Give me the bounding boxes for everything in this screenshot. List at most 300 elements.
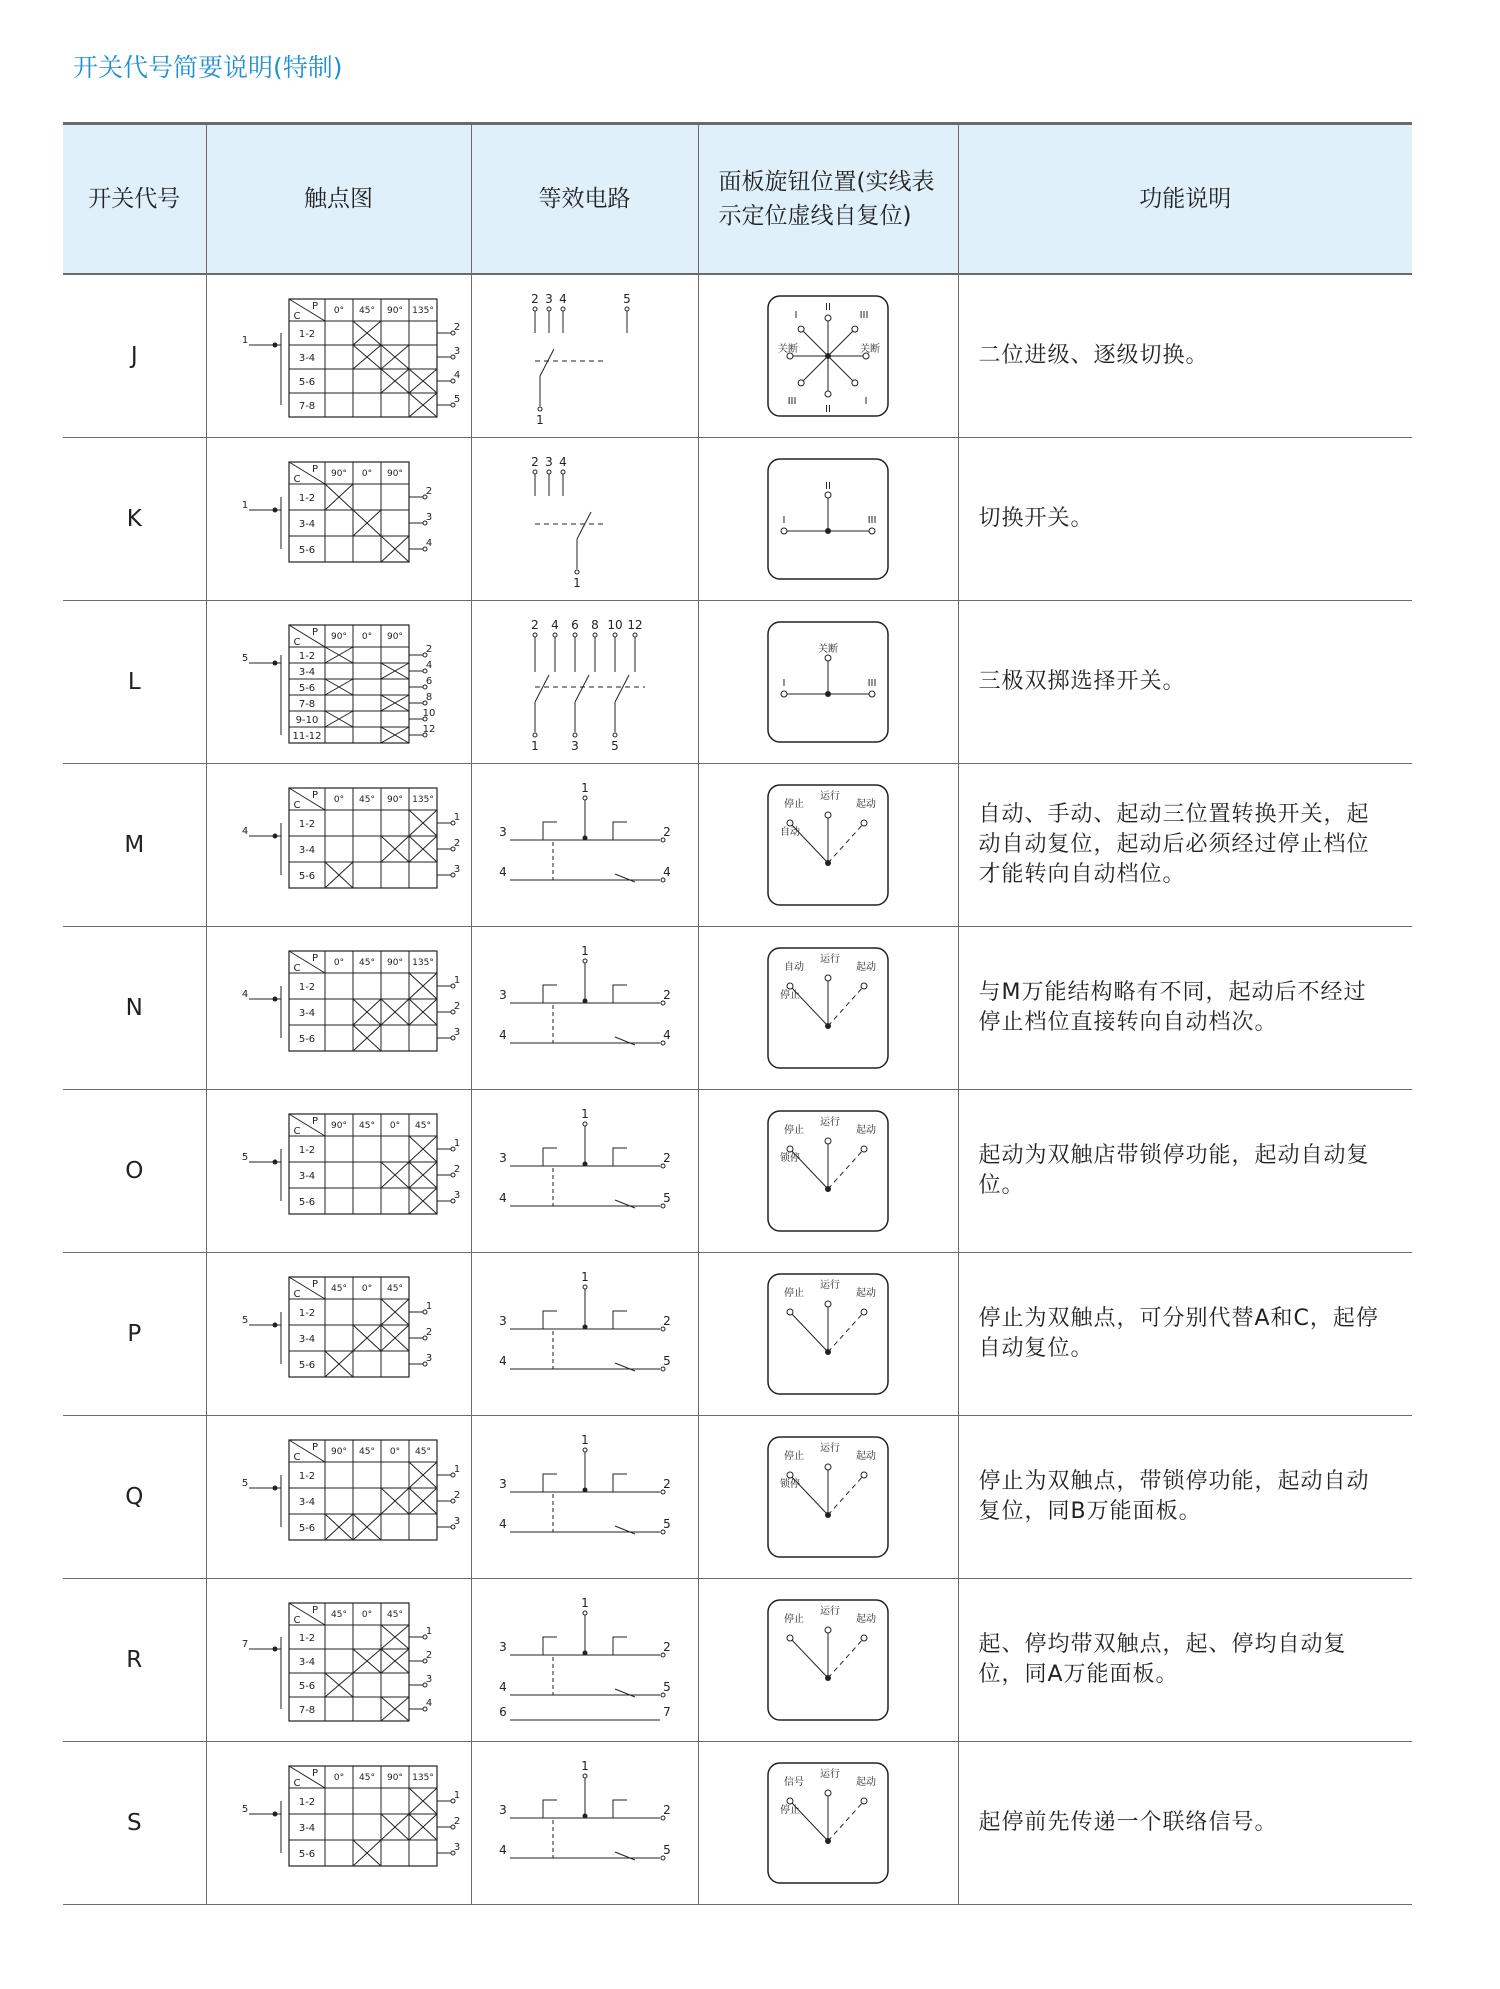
contact-pair: 5-6 <box>298 871 315 882</box>
panel-position-label: 自动 <box>784 962 804 973</box>
terminal-number: 3 <box>453 1027 460 1038</box>
function-description: 切换开关。 <box>958 438 1412 601</box>
contact-diagram <box>219 1096 459 1246</box>
matrix-corner-p: P <box>311 953 318 964</box>
circuit-cell <box>471 1090 698 1253</box>
terminal-number: 2 <box>425 644 432 655</box>
panel-position-label: 自动 <box>780 827 800 838</box>
matrix-corner-p: P <box>311 1116 318 1127</box>
terminal-number: 2 <box>530 292 539 306</box>
panel-position-label: 运行 <box>820 1443 840 1454</box>
contact-pair: 5-6 <box>298 1197 315 1208</box>
position-angle: 45° <box>330 1610 347 1620</box>
terminal-number: 3 <box>498 1640 507 1654</box>
terminal-number: 3 <box>498 825 507 839</box>
terminal-number: 1 <box>453 1138 460 1149</box>
terminal-number: 1 <box>580 1270 589 1284</box>
panel-cell <box>698 1416 958 1579</box>
equivalent-circuit <box>485 444 685 594</box>
terminal-number: 3 <box>453 864 460 875</box>
equivalent-circuit <box>485 933 685 1083</box>
terminal-number: 3 <box>425 512 432 523</box>
contact-pair: 9-10 <box>295 715 318 726</box>
switch-code: J <box>63 274 206 438</box>
terminal-number: 3 <box>544 455 553 469</box>
circuit-cell <box>471 1742 698 1905</box>
position-angle: 90° <box>386 469 403 479</box>
contact-pair: 5-6 <box>298 1360 315 1371</box>
terminal-number: 4 <box>550 618 559 632</box>
panel-position-label: II <box>825 404 831 415</box>
position-angle: 90° <box>386 306 403 316</box>
table-row <box>63 764 1412 927</box>
position-angle: 90° <box>330 1447 347 1457</box>
panel-position-label: 运行 <box>820 1769 840 1780</box>
panel-knob-diagram <box>766 1109 890 1233</box>
terminal-number: 5 <box>241 653 248 664</box>
circuit-cell <box>471 274 698 438</box>
terminal-number: 2 <box>662 1640 671 1654</box>
panel-position-label: 关断 <box>818 644 838 655</box>
matrix-corner-p: P <box>311 301 318 312</box>
switch-code-table <box>63 122 1412 1905</box>
terminal-number: 1 <box>572 576 581 590</box>
table-row <box>63 927 1412 1090</box>
contact-cell <box>206 1416 471 1579</box>
contact-cell <box>206 1742 471 1905</box>
contact-pair: 3-4 <box>298 353 315 364</box>
table-row <box>63 1579 1412 1742</box>
terminal-number: 4 <box>662 865 671 879</box>
equivalent-circuit <box>485 1748 685 1898</box>
terminal-number: 10 <box>606 618 623 632</box>
panel-position-label: I <box>794 310 798 321</box>
terminal-number: 5 <box>662 1354 671 1368</box>
position-angle: 135° <box>411 1773 434 1783</box>
panel-position-label: 起动 <box>856 799 876 810</box>
terminal-number: 1 <box>453 1790 460 1801</box>
contact-pair: 1-2 <box>298 1471 315 1482</box>
terminal-number: 4 <box>498 1517 507 1531</box>
contact-cell <box>206 927 471 1090</box>
position-angle: 45° <box>358 1121 375 1131</box>
terminal-number: 2 <box>662 825 671 839</box>
panel-knob-diagram <box>766 1761 890 1885</box>
panel-position-label: III <box>867 515 877 526</box>
table-row <box>63 1416 1412 1579</box>
panel-cell <box>698 1090 958 1253</box>
terminal-number: 5 <box>610 739 619 753</box>
terminal-number: 2 <box>425 1650 432 1661</box>
terminal-number: 2 <box>662 1803 671 1817</box>
panel-position-label: 起动 <box>856 962 876 973</box>
switch-code: S <box>63 1742 206 1905</box>
contact-pair: 3-4 <box>298 1334 315 1345</box>
panel-knob-diagram <box>766 1435 890 1559</box>
terminal-number: 3 <box>425 1353 432 1364</box>
panel-position-label: 停止 <box>784 1288 804 1299</box>
function-description: 自动、手动、起动三位置转换开关，起动自动复位，起动后必须经过停止档位才能转向自动档位。 <box>958 764 1412 927</box>
terminal-number: 7 <box>662 1705 671 1719</box>
matrix-corner-p: P <box>311 464 318 475</box>
panel-position-label: 停止 <box>784 1451 804 1462</box>
page-title: 开关代号简要说明(特制) <box>73 53 343 82</box>
terminal-number: 3 <box>453 1190 460 1201</box>
contact-diagram <box>219 1422 459 1572</box>
terminal-number: 1 <box>535 413 544 427</box>
panel-knob-diagram <box>766 1272 890 1396</box>
function-description: 起、停均带双触点，起、停均自动复位，同A万能面板。 <box>958 1579 1412 1742</box>
terminal-number: 3 <box>544 292 553 306</box>
panel-cell <box>698 1579 958 1742</box>
circuit-cell <box>471 1253 698 1416</box>
terminal-number: 4 <box>498 1191 507 1205</box>
table-row <box>63 274 1412 438</box>
matrix-corner-p: P <box>311 1605 318 1616</box>
switch-code: M <box>63 764 206 927</box>
terminal-number: 1 <box>580 1107 589 1121</box>
terminal-number: 2 <box>453 1490 460 1501</box>
panel-cell <box>698 438 958 601</box>
contact-diagram <box>219 933 459 1083</box>
panel-position-label: II <box>825 481 831 492</box>
terminal-number: 2 <box>453 838 460 849</box>
matrix-corner-p: P <box>311 790 318 801</box>
contact-pair: 3-4 <box>298 519 315 530</box>
terminal-number: 3 <box>453 1516 460 1527</box>
header-function: 功能说明 <box>958 124 1412 275</box>
panel-cell <box>698 1253 958 1416</box>
contact-pair: 7-8 <box>298 1705 315 1716</box>
position-angle: 90° <box>386 958 403 968</box>
panel-position-label: 运行 <box>820 1280 840 1291</box>
switch-code: R <box>63 1579 206 1742</box>
terminal-number: 1 <box>580 1596 589 1610</box>
terminal-number: 3 <box>498 1477 507 1491</box>
contact-pair: 3-4 <box>298 1008 315 1019</box>
terminal-number: 3 <box>425 1674 432 1685</box>
terminal-number: 4 <box>498 1028 507 1042</box>
function-description: 停止为双触点，可分别代替A和C，起停自动复位。 <box>958 1253 1412 1416</box>
panel-knob-diagram <box>766 946 890 1070</box>
function-description: 与M万能结构略有不同，起动后不经过停止档位直接转向自动档次。 <box>958 927 1412 1090</box>
terminal-number: 2 <box>662 1314 671 1328</box>
terminal-number: 2 <box>453 322 460 333</box>
terminal-number: 3 <box>570 739 579 753</box>
circuit-cell <box>471 601 698 764</box>
contact-diagram <box>219 444 459 594</box>
equivalent-circuit <box>485 281 685 431</box>
panel-position-label: 停止 <box>780 1805 800 1816</box>
panel-position-label: 运行 <box>820 1117 840 1128</box>
panel-position-label: 起动 <box>856 1614 876 1625</box>
table-row <box>63 1742 1412 1905</box>
terminal-number: 5 <box>241 1152 248 1163</box>
terminal-number: 4 <box>425 538 432 549</box>
terminal-number: 8 <box>590 618 599 632</box>
terminal-number: 5 <box>662 1517 671 1531</box>
terminal-number: 6 <box>425 676 432 687</box>
panel-position-label: 起动 <box>856 1125 876 1136</box>
panel-position-label: I <box>864 396 868 407</box>
terminal-number: 2 <box>530 618 539 632</box>
switch-code: N <box>63 927 206 1090</box>
contact-cell <box>206 1579 471 1742</box>
position-angle: 45° <box>386 1284 403 1294</box>
contact-pair: 3-4 <box>298 667 315 678</box>
panel-cell <box>698 927 958 1090</box>
contact-pair: 5-6 <box>298 1849 315 1860</box>
switch-code: L <box>63 601 206 764</box>
contact-pair: 7-8 <box>298 401 315 412</box>
terminal-number: 5 <box>241 1315 248 1326</box>
header-circuit: 等效电路 <box>471 124 698 275</box>
panel-cell <box>698 601 958 764</box>
panel-position-label: 锁停 <box>780 1479 800 1490</box>
terminal-number: 12 <box>422 724 435 735</box>
contact-cell <box>206 764 471 927</box>
contact-pair: 1-2 <box>298 1797 315 1808</box>
panel-position-label: 信号 <box>784 1777 804 1788</box>
position-angle: 0° <box>333 306 344 316</box>
matrix-corner-c: C <box>293 1615 300 1626</box>
circuit-cell <box>471 1579 698 1742</box>
terminal-number: 1 <box>580 1759 589 1773</box>
position-angle: 135° <box>411 795 434 805</box>
terminal-number: 5 <box>662 1680 671 1694</box>
contact-cell <box>206 438 471 601</box>
panel-position-label: 锁停 <box>780 1153 800 1164</box>
table-row <box>63 1090 1412 1253</box>
terminal-number: 8 <box>425 692 432 703</box>
terminal-number: 3 <box>498 1314 507 1328</box>
panel-position-label: 运行 <box>820 791 840 802</box>
contact-pair: 1-2 <box>298 651 315 662</box>
panel-cell <box>698 1742 958 1905</box>
terminal-number: 3 <box>453 1842 460 1853</box>
matrix-corner-c: C <box>293 311 300 322</box>
terminal-number: 1 <box>425 1626 432 1637</box>
contact-diagram <box>219 1748 459 1898</box>
terminal-number: 3 <box>498 1803 507 1817</box>
position-angle: 0° <box>361 1610 372 1620</box>
contact-diagram <box>219 281 459 431</box>
terminal-number: 2 <box>662 988 671 1002</box>
matrix-corner-c: C <box>293 800 300 811</box>
contact-cell <box>206 1090 471 1253</box>
panel-position-label: III <box>859 310 869 321</box>
terminal-number: 1 <box>580 1433 589 1447</box>
terminal-number: 2 <box>662 1151 671 1165</box>
terminal-number: 5 <box>241 1804 248 1815</box>
panel-knob-diagram <box>766 620 890 744</box>
position-angle: 45° <box>358 795 375 805</box>
terminal-number: 7 <box>241 1639 248 1650</box>
contact-pair: 1-2 <box>298 1308 315 1319</box>
function-description: 二位进级、逐级切换。 <box>958 274 1412 438</box>
panel-position-label: 停止 <box>784 799 804 810</box>
equivalent-circuit <box>485 1585 685 1735</box>
terminal-number: 1 <box>453 1464 460 1475</box>
position-angle: 0° <box>361 469 372 479</box>
equivalent-circuit <box>485 1096 685 1246</box>
panel-position-label: 关断 <box>860 344 880 355</box>
terminal-number: 2 <box>425 486 432 497</box>
circuit-cell <box>471 1416 698 1579</box>
contact-pair: 5-6 <box>298 1034 315 1045</box>
contact-pair: 3-4 <box>298 1657 315 1668</box>
matrix-corner-c: C <box>293 474 300 485</box>
contact-pair: 1-2 <box>298 329 315 340</box>
panel-position-label: 停止 <box>780 990 800 1001</box>
terminal-number: 3 <box>498 988 507 1002</box>
terminal-number: 4 <box>425 660 432 671</box>
position-angle: 90° <box>386 632 403 642</box>
terminal-number: 2 <box>453 1001 460 1012</box>
terminal-number: 12 <box>626 618 643 632</box>
terminal-number: 5 <box>622 292 631 306</box>
header-contact: 触点图 <box>206 124 471 275</box>
terminal-number: 2 <box>453 1816 460 1827</box>
terminal-number: 1 <box>241 500 248 511</box>
equivalent-circuit <box>485 607 685 757</box>
contact-pair: 5-6 <box>298 683 315 694</box>
terminal-number: 2 <box>530 455 539 469</box>
contact-pair: 3-4 <box>298 845 315 856</box>
panel-position-label: 运行 <box>820 954 840 965</box>
position-angle: 135° <box>411 958 434 968</box>
contact-pair: 5-6 <box>298 1681 315 1692</box>
table-header-row <box>63 124 1412 275</box>
panel-position-label: I <box>782 515 786 526</box>
panel-knob-diagram <box>766 457 890 581</box>
terminal-number: 4 <box>498 865 507 879</box>
terminal-number: 5 <box>662 1191 671 1205</box>
terminal-number: 2 <box>425 1327 432 1338</box>
terminal-number: 4 <box>498 1680 507 1694</box>
contact-pair: 11-12 <box>291 731 322 742</box>
panel-position-label: III <box>867 678 877 689</box>
table-row <box>63 438 1412 601</box>
equivalent-circuit <box>485 1422 685 1572</box>
contact-pair: 1-2 <box>298 819 315 830</box>
terminal-number: 5 <box>453 394 460 405</box>
matrix-corner-c: C <box>293 1778 300 1789</box>
switch-code: O <box>63 1090 206 1253</box>
matrix-corner-c: C <box>293 637 300 648</box>
position-angle: 45° <box>358 1447 375 1457</box>
panel-cell <box>698 764 958 927</box>
matrix-corner-c: C <box>293 1126 300 1137</box>
position-angle: 0° <box>389 1447 400 1457</box>
panel-position-label: 关断 <box>778 344 798 355</box>
position-angle: 45° <box>330 1284 347 1294</box>
panel-position-label: 运行 <box>820 1606 840 1617</box>
contact-pair: 1-2 <box>298 493 315 504</box>
panel-position-label: 起动 <box>856 1451 876 1462</box>
position-angle: 0° <box>333 958 344 968</box>
position-angle: 0° <box>389 1121 400 1131</box>
contact-cell <box>206 274 471 438</box>
terminal-number: 4 <box>558 292 567 306</box>
function-description: 起动为双触店带锁停功能，起动自动复位。 <box>958 1090 1412 1253</box>
contact-pair: 1-2 <box>298 1145 315 1156</box>
position-angle: 45° <box>358 958 375 968</box>
terminal-number: 4 <box>662 1028 671 1042</box>
contact-pair: 1-2 <box>298 982 315 993</box>
panel-knob-diagram <box>766 783 890 907</box>
terminal-number: 1 <box>241 335 248 346</box>
terminal-number: 1 <box>580 944 589 958</box>
position-angle: 0° <box>361 1284 372 1294</box>
matrix-corner-p: P <box>311 1279 318 1290</box>
matrix-corner-p: P <box>311 1442 318 1453</box>
panel-position-label: 起动 <box>856 1777 876 1788</box>
terminal-number: 4 <box>453 370 460 381</box>
panel-position-label: III <box>787 396 797 407</box>
function-description: 三极双掷选择开关。 <box>958 601 1412 764</box>
terminal-number: 2 <box>662 1477 671 1491</box>
position-angle: 45° <box>386 1610 403 1620</box>
contact-pair: 7-8 <box>298 699 315 710</box>
terminal-number: 5 <box>241 1478 248 1489</box>
terminal-number: 1 <box>530 739 539 753</box>
terminal-number: 4 <box>498 1843 507 1857</box>
panel-position-label: 起动 <box>856 1288 876 1299</box>
table-row <box>63 601 1412 764</box>
terminal-number: 2 <box>453 1164 460 1175</box>
panel-position-label: 停止 <box>784 1125 804 1136</box>
matrix-corner-c: C <box>293 1452 300 1463</box>
terminal-number: 3 <box>498 1151 507 1165</box>
position-angle: 90° <box>330 1121 347 1131</box>
circuit-cell <box>471 438 698 601</box>
matrix-corner-c: C <box>293 1289 300 1300</box>
position-angle: 45° <box>414 1447 431 1457</box>
position-angle: 0° <box>333 1773 344 1783</box>
contact-diagram <box>219 1259 459 1409</box>
switch-code: Q <box>63 1416 206 1579</box>
function-description: 起停前先传递一个联络信号。 <box>958 1742 1412 1905</box>
panel-knob-diagram <box>766 1598 890 1722</box>
equivalent-circuit <box>485 770 685 920</box>
contact-pair: 5-6 <box>298 1523 315 1534</box>
panel-position-label: 停止 <box>784 1614 804 1625</box>
switch-code: K <box>63 438 206 601</box>
contact-cell <box>206 601 471 764</box>
position-angle: 45° <box>414 1121 431 1131</box>
function-description: 停止为双触点，带锁停功能，起动自动复位，同B万能面板。 <box>958 1416 1412 1579</box>
matrix-corner-c: C <box>293 963 300 974</box>
contact-diagram <box>219 770 459 920</box>
contact-pair: 3-4 <box>298 1497 315 1508</box>
contact-pair: 5-6 <box>298 377 315 388</box>
circuit-cell <box>471 764 698 927</box>
position-angle: 90° <box>330 469 347 479</box>
table-row <box>63 1253 1412 1416</box>
contact-diagram <box>219 1585 459 1735</box>
contact-pair: 3-4 <box>298 1171 315 1182</box>
contact-pair: 5-6 <box>298 545 315 556</box>
terminal-number: 1 <box>453 975 460 986</box>
terminal-number: 5 <box>662 1843 671 1857</box>
matrix-corner-p: P <box>311 627 318 638</box>
switch-code: P <box>63 1253 206 1416</box>
terminal-number: 4 <box>498 1354 507 1368</box>
terminal-number: 3 <box>453 346 460 357</box>
position-angle: 90° <box>386 1773 403 1783</box>
position-angle: 45° <box>358 1773 375 1783</box>
